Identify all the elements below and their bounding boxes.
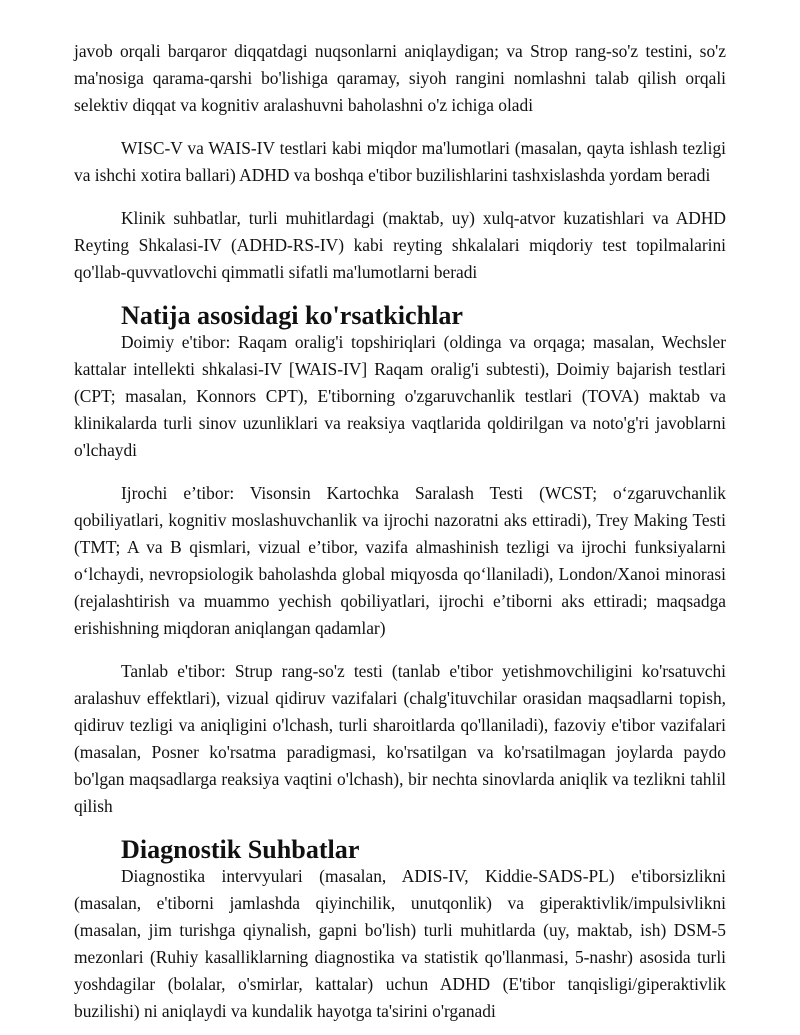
document-page	[74, 38, 726, 1025]
paragraph-selective-attention: Tanlab e'tibor: Strup rang-so'z testi (tanlab e'tibor yetishmovchiligini ko'rsatuvchi aralashuv effektlari), vizual qidiruv vazifalari (chalg'ituvchilar orasidan maqsadlarni topish, qidiruv tezligi va aniqligini o'lchash, turli sharoitlarda qo'llaniladi), fazoviy e'tibor vazifalari (masalan, Posner ko'rsatma paradigmasi, ko'rsatilgan va ko'rsatilmagan joylarda paydo bo'lgan maqsadlarga reaksiya vaqtini o'lchash), bir nechta sinovlarda aniqlik va tezlikni tahlil qilish	[74, 661, 726, 816]
paragraph-wisc-wais: WISC-V va WAIS-IV testlari kabi miqdor ma'lumotlari (masalan, qayta ishlash tezligi va ishchi xotira ballari) ADHD va boshqa e'tibor buzilishlarini tashxislashda yordam beradi	[74, 138, 726, 185]
paragraph-sustained-attention: Doimiy e'tibor: Raqam oralig'i topshiriqlari (oldinga va orqaga; masalan, Wechsler kattalar intellekti shkalasi-IV [WAIS-IV] Raqam oralig'i subtesti), Doimiy bajarish testlari (CPT; masalan, Konnors CPT), E'tiborning o'zgaruvchanlik testlari (TOVA) maktab va klinikalarda turli sinov uzunliklari va reaksiya vaqtlarida qoldirilgan va noto'g'ri javoblarni o'lchaydi	[74, 332, 726, 460]
paragraph-diagnostic-interviews: Diagnostika intervyulari (masalan, ADIS-IV, Kiddie-SADS-PL) e'tiborsizlikni (masalan, e'tiborni jamlashda qiyinchilik, unutqonlik) va giperaktivlik/impulsivlikni (masalan, jim turishga qiynalish, gapni bo'lish) turli muhitlarda (uy, maktab, ish) DSM-5 mezonlari (Ruhiy kasalliklarning diagnostika va statistik qo'llanmasi, 5-nashr) asosida turli yoshdagilar (bolalar, o'smirlar, kattalar) uchun ADHD (E'tibor tanqisligi/giperaktivlik buzilishi) ni aniqlaydi va kundalik hayotga ta'sirini o'rganadi	[74, 866, 726, 1021]
paragraph-clinical-interviews: Klinik suhbatlar, turli muhitlardagi (maktab, uy) xulq-atvor kuzatishlari va ADHD Reyting Shkalasi-IV (ADHD-RS-IV) kabi reyting shkalalari miqdoriy test topilmalarini qo'llab-quvvatlovchi qimmatli sifatli ma'lumotlarni beradi	[74, 208, 726, 282]
paragraph-executive-attention: Ijrochi e’tibor: Visonsin Kartochka Saralash Testi (WCST; o‘zgaruvchanlik qobiliyatlari, kognitiv moslashuvchanlik va ijrochi nazoratni aks ettiradi), Trey Making Testi (TMT; A va B qismlari, vizual e’tibor, vazifa almashinish tezligi va ijrochi funksiyalarni o‘lchaydi, nevropsiologik baholashda global miqyosda qo‘llaniladi), London/Xanoi minorasi (rejalashtirish va muammo yechish qobiliyatlari, ijrochi e’tiborni aks ettiradi; maqsadga erishishning miqdoran aniqlangan qadamlar)	[74, 483, 726, 638]
paragraph-continuation: javob orqali barqaror diqqatdagi nuqsonlarni aniqlaydigan; va Strop rang-so'z testini, so'z ma'nosiga qarama-qarshi bo'lishiga qaramay, siyoh rangini nomlashni talab qilish orqali selektiv diqqat va kognitiv aralashuvni baholashni o'z ichiga oladi	[74, 41, 726, 115]
section-heading-diagnostic-interviews: Diagnostik Suhbatlar	[121, 835, 360, 864]
section-heading-outcome-indicators: Natija asosidagi ko'rsatkichlar	[121, 301, 463, 330]
